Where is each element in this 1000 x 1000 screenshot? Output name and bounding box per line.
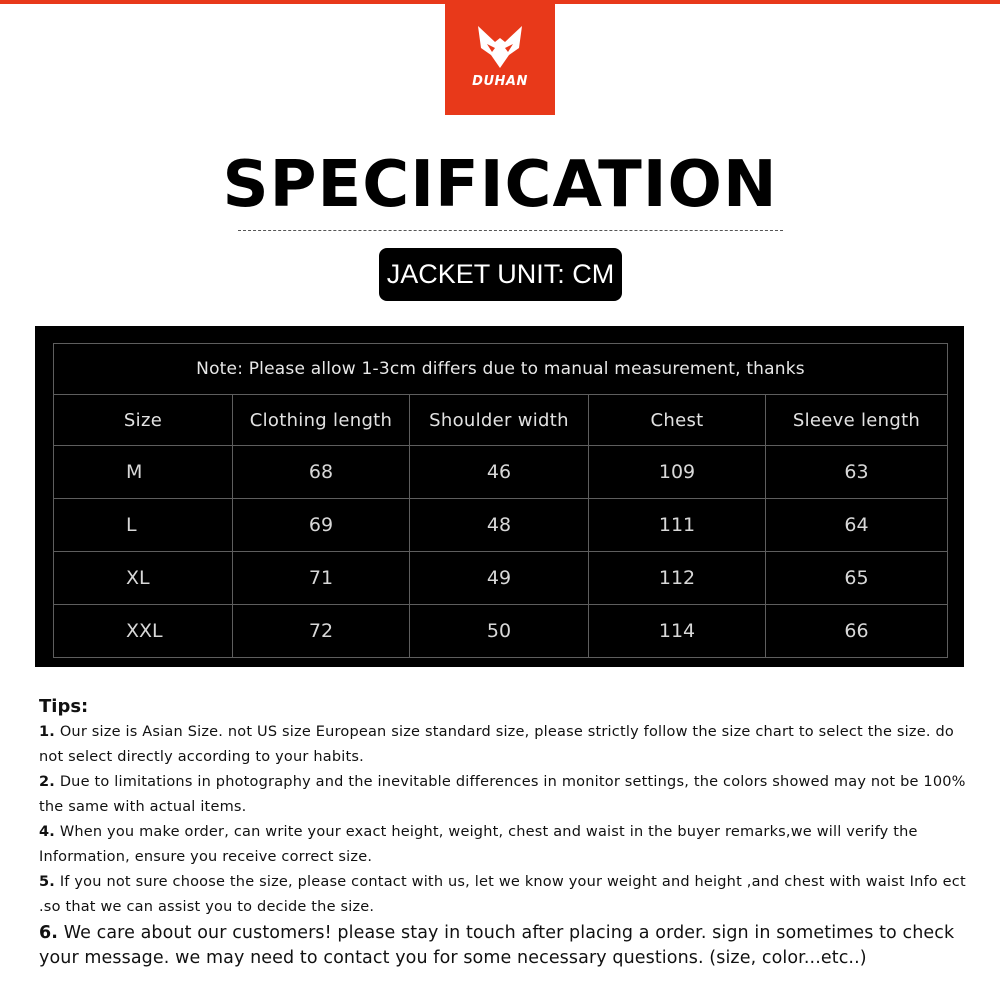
column-header: Shoulder width [410, 395, 589, 446]
table-header-row [54, 395, 948, 446]
column-header: Chest [589, 395, 766, 446]
size-cell: XXL [54, 605, 233, 658]
tip-number: 5. [39, 874, 55, 890]
unit-badge: JACKET UNIT: CM [379, 248, 622, 301]
tip-item [39, 921, 974, 971]
title-divider [238, 230, 783, 231]
table-cell: 46 [410, 446, 589, 499]
table-cell: 66 [766, 605, 948, 658]
tip-number: 4. [39, 824, 55, 840]
size-table-panel [35, 326, 964, 667]
tip-item [39, 870, 974, 920]
table-cell: 71 [233, 552, 410, 605]
table-note: Note: Please allow 1-3cm differs due to manual measurement, thanks [54, 344, 948, 395]
tips-title: Tips: [39, 696, 89, 717]
column-header: Clothing length [233, 395, 410, 446]
size-cell: XL [54, 552, 233, 605]
table-cell: 65 [766, 552, 948, 605]
tip-number: 2. [39, 774, 55, 790]
column-header: Sleeve length [766, 395, 948, 446]
fox-logo-icon [475, 24, 525, 70]
table-cell: 48 [410, 499, 589, 552]
tip-text: Due to limitations in photography and the inevitable differences in monitor settings, the colors showed may not be 100% the same with actual items. [39, 774, 966, 815]
table-cell: 49 [410, 552, 589, 605]
tip-text: We care about our customers! please stay in touch after placing a order. sign in sometimes to check your message. we may need to contact you for some necessary questions. (size, color...etc..) [39, 923, 955, 968]
table-cell: 72 [233, 605, 410, 658]
column-header: Size [54, 395, 233, 446]
table-cell: 64 [766, 499, 948, 552]
tip-item [39, 820, 974, 870]
brand-logo [445, 0, 555, 115]
table-cell: 50 [410, 605, 589, 658]
table-cell: 63 [766, 446, 948, 499]
tips-section [39, 694, 974, 971]
size-cell: L [54, 499, 233, 552]
size-cell: M [54, 446, 233, 499]
table-cell: 68 [233, 446, 410, 499]
table-cell: 112 [589, 552, 766, 605]
table-cell: 111 [589, 499, 766, 552]
tip-text: When you make order, can write your exact height, weight, chest and waist in the buyer remarks,we will verify the Information, ensure you receive correct size. [39, 824, 918, 865]
brand-name: DUHAN [472, 74, 528, 89]
tip-text: Our size is Asian Size. not US size European size standard size, please strictly follow the size chart to select the size. do not select directly according to your habits. [39, 724, 954, 765]
tip-item [39, 770, 974, 820]
table-row [54, 605, 948, 658]
tip-text: If you not sure choose the size, please contact with us, let we know your weight and height ,and chest with waist Info ect .so that we can assist you to decide the size. [39, 874, 966, 915]
page-title: SPECIFICATION [222, 148, 778, 222]
table-row [54, 499, 948, 552]
tip-number: 6. [39, 923, 59, 943]
table-row [54, 446, 948, 499]
table-cell: 114 [589, 605, 766, 658]
table-row [54, 552, 948, 605]
table-cell: 109 [589, 446, 766, 499]
tip-number: 1. [39, 724, 55, 740]
table-cell: 69 [233, 499, 410, 552]
size-table [53, 343, 948, 658]
tip-item [39, 720, 974, 770]
